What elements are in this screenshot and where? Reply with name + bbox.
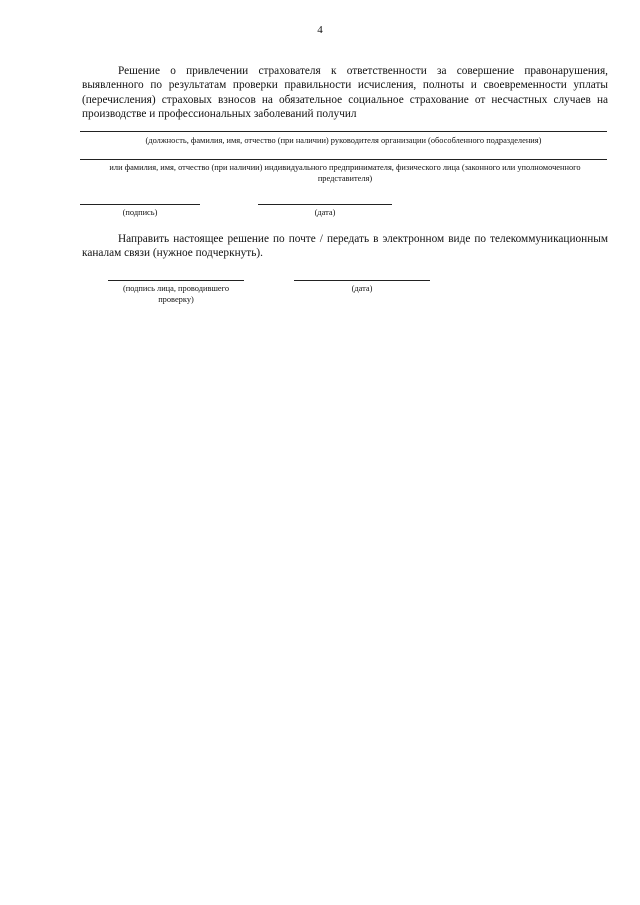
date-caption: (дата) (314, 208, 336, 217)
entrepreneur-name-caption: или фамилия, имя, отчество (при наличии) индивидуального предпринимателя, физического лица (законного или уполномоченного представителя) (109, 163, 581, 183)
inspector-signature-caption: (подпись лица, проводившего проверку) (122, 284, 230, 304)
position-name-caption: (должность, фамилия, имя, отчество (при наличии) руководителя организации (обособленного подразделения) (145, 136, 542, 145)
inspector-date-caption: (дата) (351, 284, 373, 293)
entrepreneur-name-line (80, 159, 607, 160)
send-instruction-text: Направить настоящее решение по почте / передать в электронном виде по телекоммуникационным каналам связи (нужное подчеркнуть). (82, 233, 608, 260)
send-instruction-paragraph (82, 232, 608, 261)
inspector-date-line (294, 280, 430, 281)
signature-caption: (подпись) (122, 208, 158, 217)
date-line (258, 204, 392, 205)
signature-line (80, 204, 200, 205)
inspector-signature-line (108, 280, 244, 281)
position-name-line (80, 131, 607, 132)
decision-received-paragraph (82, 64, 608, 122)
decision-received-text: Решение о привлечении страхователя к ответственности за совершение правонарушения, выявленного по результатам проверки правильности исчисления, полноты и своевременности уплаты (перечисления) страховых взносов на обязательное социальное страхование от несчастных случаев на производстве и профессиональных заболеваний получил (82, 65, 608, 121)
page-number: 4 (317, 24, 323, 36)
